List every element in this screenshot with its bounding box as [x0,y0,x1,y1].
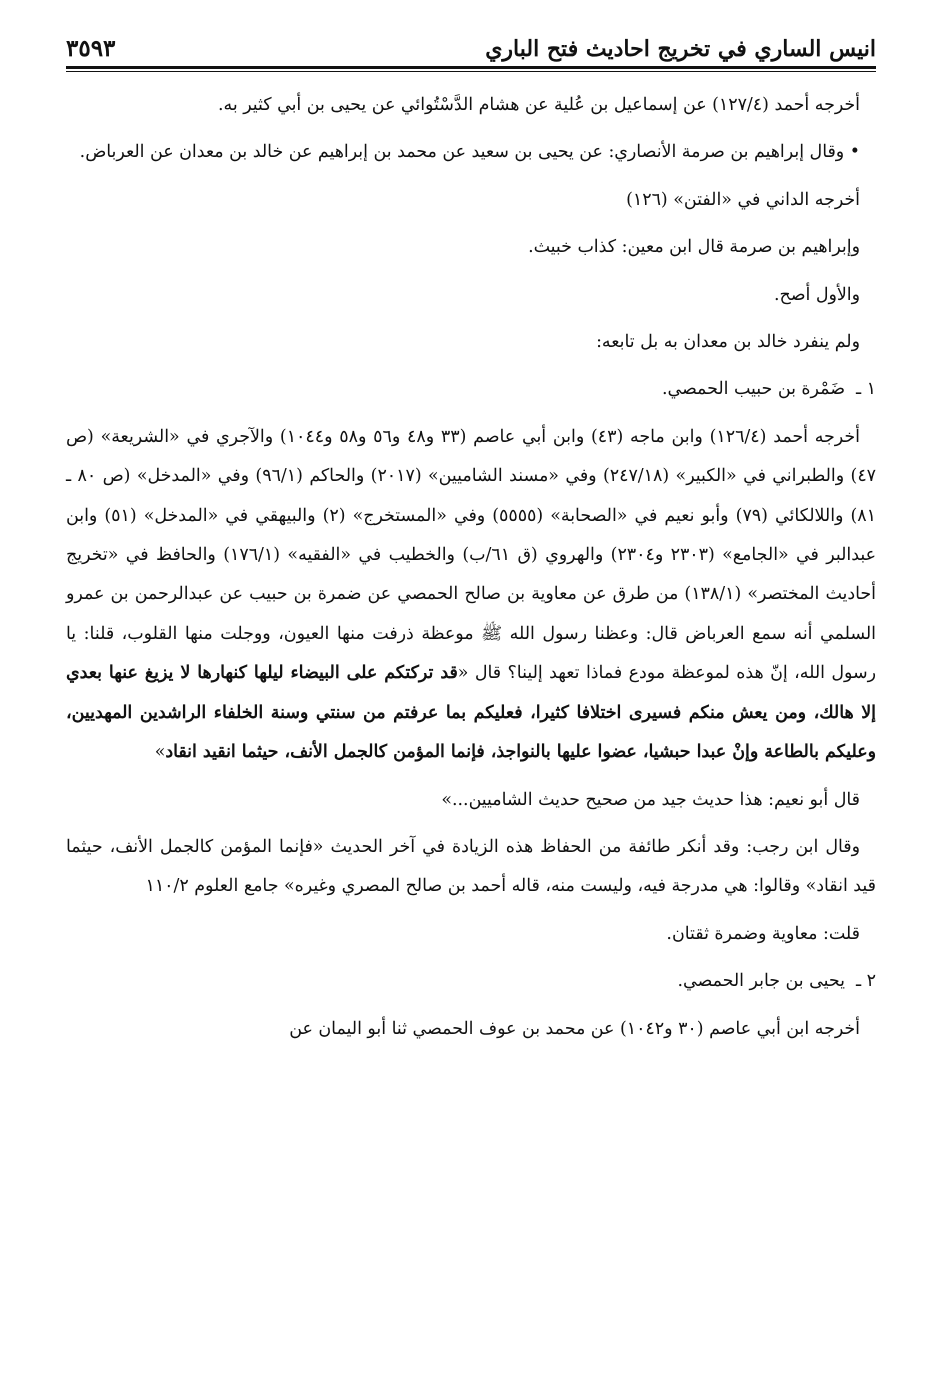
item-text: يحيى بن جابر الحمصي. [677,971,845,992]
document-page [66,24,876,1057]
numbered-item [66,370,876,409]
closing-quote: » [154,742,166,763]
item-number: ٢ ـ [856,971,876,992]
paragraph [66,915,876,954]
hadith-text: قد تركتكم على البيضاء ليلها كنهارها لا يزيغ عنها بعدي إلا هالك، ومن يعش منكم فسيرى اختلافا كثيرا، فعليكم بما عرفتم من سنتي وسنة الخلفاء الراشدين المهديين، وعليكم بالطاعة وإنْ عبدا حبشيا، عضوا عليها بالنواجذ، فإنما المؤمن كالجمل الأنف، حيثما انقيد انقاد [66,663,876,763]
header-rule [66,66,876,72]
item-number: ١ ـ [856,379,876,400]
paragraph-text: أخرجه ابن أبي عاصم (٣٠ و١٠٤٢) عن محمد بن عوف الحمصي ثنا أبو اليمان عن [289,1018,860,1039]
page-body [66,86,876,1049]
paragraph [66,828,876,907]
paragraph [66,323,876,362]
paragraph-text: أخرجه الداني في «الفتن» (١٢٦) [626,189,860,210]
paragraph [66,86,876,125]
paragraph [66,1010,876,1049]
paragraph-text: قال أبو نعيم: هذا حديث جيد من صحيح حديث الشاميين...» [441,789,860,810]
paragraph-text: قلت: معاوية وضمرة ثقتان. [666,923,860,944]
paragraph-text: أخرجه أحمد (١٢٦/٤) وابن ماجه (٤٣) وابن أبي عاصم (٣٣ و٤٨ و٥٦ و٥٨ و١٠٤٤) والآجري في «الشريعة» (ص ٤٧) والطبراني في «الكبير» (٢٤٧/١٨) وفي «مسند الشاميين» (٢٠١٧) والحاكم (٩٦/١) وفي «المدخل» (ص ٨٠ ـ ٨١) واللالكائي (٧٩) وأبو نعيم في «الصحابة» (٥٥٥٥) وفي «المستخرج» (٢) والبيهقي في «المدخل» (٥١) وابن عبدالبر في «الجامع» (٢٣٠٣ و٢٣٠٤) والهروي (ق ٦١/ب) والخطيب في «الفقيه» (١٧٦/١) والحافظ في «تخريج أحاديث المختصر» (١٣٨/١) من طرق عن معاوية بن صالح الحمصي عن ضمرة بن حبيب عن عبدالرحمن بن عمرو السلمي أنه سمع العرباض قال: وعظنا رسول الله ﷺ موعظة ذرفت منها العيون، ووجلت منها القلوب، قلنا: يا رسول الله، إنّ هذه لموعظة مودع فماذا تعهد إلينا؟ قال « [66,426,877,684]
paragraph [66,418,876,773]
paragraph [66,276,876,315]
paragraph-text: • وقال إبراهيم بن صرمة الأنصاري: عن يحيى بن سعيد عن محمد بن إبراهيم عن خالد بن معدان عن العرباض. [79,142,860,163]
running-title: انيس الساري في تخريج احاديث فتح الباري [485,36,876,62]
page-number: ٣٥٩٣ [66,35,116,62]
paragraph [66,228,876,267]
paragraph [66,781,876,820]
paragraph-text: ولم ينفرد خالد بن معدان به بل تابعه: [596,332,860,353]
numbered-item [66,962,876,1001]
paragraph-text: وقال ابن رجب: وقد أنكر طائفة من الحفاظ هذه الزيادة في آخر الحديث «فإنما المؤمن كالجمل الأنف، حيثما قيد انقاد» وقالوا: هي مدرجة فيه، وليست منه، قاله أحمد بن صالح المصري وغيره» جامع العلوم ١١٠/٢ [66,836,876,897]
paragraph-text: والأول أصح. [773,284,860,305]
paragraph [66,133,876,172]
paragraph-text: أخرجه أحمد (١٢٧/٤) عن إسماعيل بن عُلية عن هشام الدَّسْتُوائي عن يحيى بن أبي كثير به. [217,95,860,115]
paragraph [66,181,876,220]
paragraph-text: وإبراهيم بن صرمة قال ابن معين: كذاب خبيث. [528,237,860,258]
page-header [66,24,876,64]
item-text: ضَمْرة بن حبيب الحمصي. [661,379,845,400]
